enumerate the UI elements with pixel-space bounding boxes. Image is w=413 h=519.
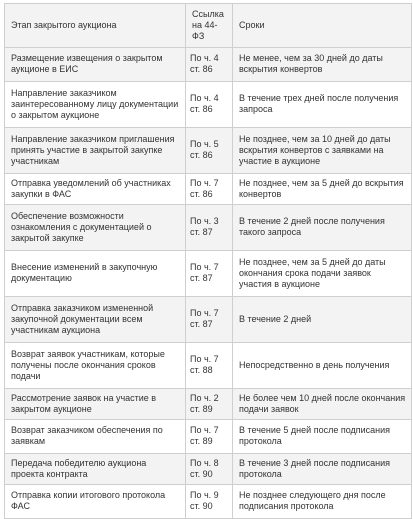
cell-stage: Отправка заказчиком измененной закупочной документации всем участникам аукциона bbox=[5, 297, 186, 343]
header-stage: Этап закрытого аукциона bbox=[5, 4, 186, 48]
cell-deadline: В течение 2 дней после получения такого запроса bbox=[233, 205, 412, 251]
cell-law-reference: По ч. 4 ст. 86 bbox=[186, 82, 233, 128]
cell-stage: Возврат заказчиком обеспечения по заявкам bbox=[5, 420, 186, 454]
cell-deadline: Не позднее следующего дня после подписания протокола bbox=[233, 485, 412, 519]
cell-stage: Отправка копии итогового протокола ФАС bbox=[5, 485, 186, 519]
table-row bbox=[5, 454, 412, 485]
cell-stage: Направление заказчиком заинтересованному лицу документации о закрытом аукционе bbox=[5, 82, 186, 128]
table-row bbox=[5, 485, 412, 519]
table-row bbox=[5, 174, 412, 205]
table-row bbox=[5, 420, 412, 454]
deadlines-table bbox=[4, 3, 412, 519]
cell-law-reference: По ч. 2 ст. 89 bbox=[186, 389, 233, 420]
cell-law-reference: По ч. 7 ст. 88 bbox=[186, 343, 233, 389]
cell-law-reference: По ч. 9 ст. 90 bbox=[186, 485, 233, 519]
cell-law-reference: По ч. 3 ст. 87 bbox=[186, 205, 233, 251]
header-deadlines: Сроки bbox=[233, 4, 412, 48]
cell-stage: Отправка уведомлений об участниках закупки в ФАС bbox=[5, 174, 186, 205]
cell-deadline: Не позднее, чем за 10 дней до даты вскрытия конвертов с заявками на участие в аукционе bbox=[233, 128, 412, 174]
cell-stage: Обеспечение возможности ознакомления с документацией о закрытой закупке bbox=[5, 205, 186, 251]
table-header bbox=[5, 4, 412, 48]
cell-deadline: В течение трех дней после получения запроса bbox=[233, 82, 412, 128]
cell-law-reference: По ч. 7 ст. 87 bbox=[186, 251, 233, 297]
table-row bbox=[5, 343, 412, 389]
cell-stage: Рассмотрение заявок на участие в закрытом аукционе bbox=[5, 389, 186, 420]
table-body bbox=[5, 48, 412, 519]
cell-deadline: Не менее, чем за 30 дней до даты вскрытия конвертов bbox=[233, 48, 412, 82]
cell-deadline: В течение 3 дней после подписания протокола bbox=[233, 454, 412, 485]
table-row bbox=[5, 82, 412, 128]
table-row bbox=[5, 205, 412, 251]
table-row bbox=[5, 48, 412, 82]
cell-law-reference: По ч. 7 ст. 89 bbox=[186, 420, 233, 454]
cell-law-reference: По ч. 4 ст. 86 bbox=[186, 48, 233, 82]
cell-deadline: В течение 2 дней bbox=[233, 297, 412, 343]
cell-law-reference: По ч. 8 ст. 90 bbox=[186, 454, 233, 485]
cell-law-reference: По ч. 7 ст. 87 bbox=[186, 297, 233, 343]
header-law-reference: Ссылка на 44-ФЗ bbox=[186, 4, 233, 48]
table-row bbox=[5, 251, 412, 297]
cell-deadline: Непосредственно в день получения bbox=[233, 343, 412, 389]
deadlines-table-container bbox=[4, 3, 411, 519]
cell-stage: Внесение изменений в закупочную документацию bbox=[5, 251, 186, 297]
cell-stage: Передача победителю аукциона проекта контракта bbox=[5, 454, 186, 485]
table-row bbox=[5, 389, 412, 420]
cell-stage: Возврат заявок участникам, которые получены после окончания сроков подачи bbox=[5, 343, 186, 389]
cell-deadline: Не более чем 10 дней после окончания подачи заявок bbox=[233, 389, 412, 420]
cell-stage: Размещение извещения о закрытом аукционе в ЕИС bbox=[5, 48, 186, 82]
table-row bbox=[5, 297, 412, 343]
cell-law-reference: По ч. 5 ст. 86 bbox=[186, 128, 233, 174]
table-row bbox=[5, 128, 412, 174]
header-row bbox=[5, 4, 412, 48]
cell-deadline: Не позднее, чем за 5 дней до даты окончания срока подачи заявок участия в аукционе bbox=[233, 251, 412, 297]
cell-deadline: Не позднее, чем за 5 дней до вскрытия конвертов bbox=[233, 174, 412, 205]
cell-deadline: В течение 5 дней после подписания протокола bbox=[233, 420, 412, 454]
cell-stage: Направление заказчиком приглашения принять участие в закрытой закупке участникам bbox=[5, 128, 186, 174]
cell-law-reference: По ч. 7 ст. 86 bbox=[186, 174, 233, 205]
